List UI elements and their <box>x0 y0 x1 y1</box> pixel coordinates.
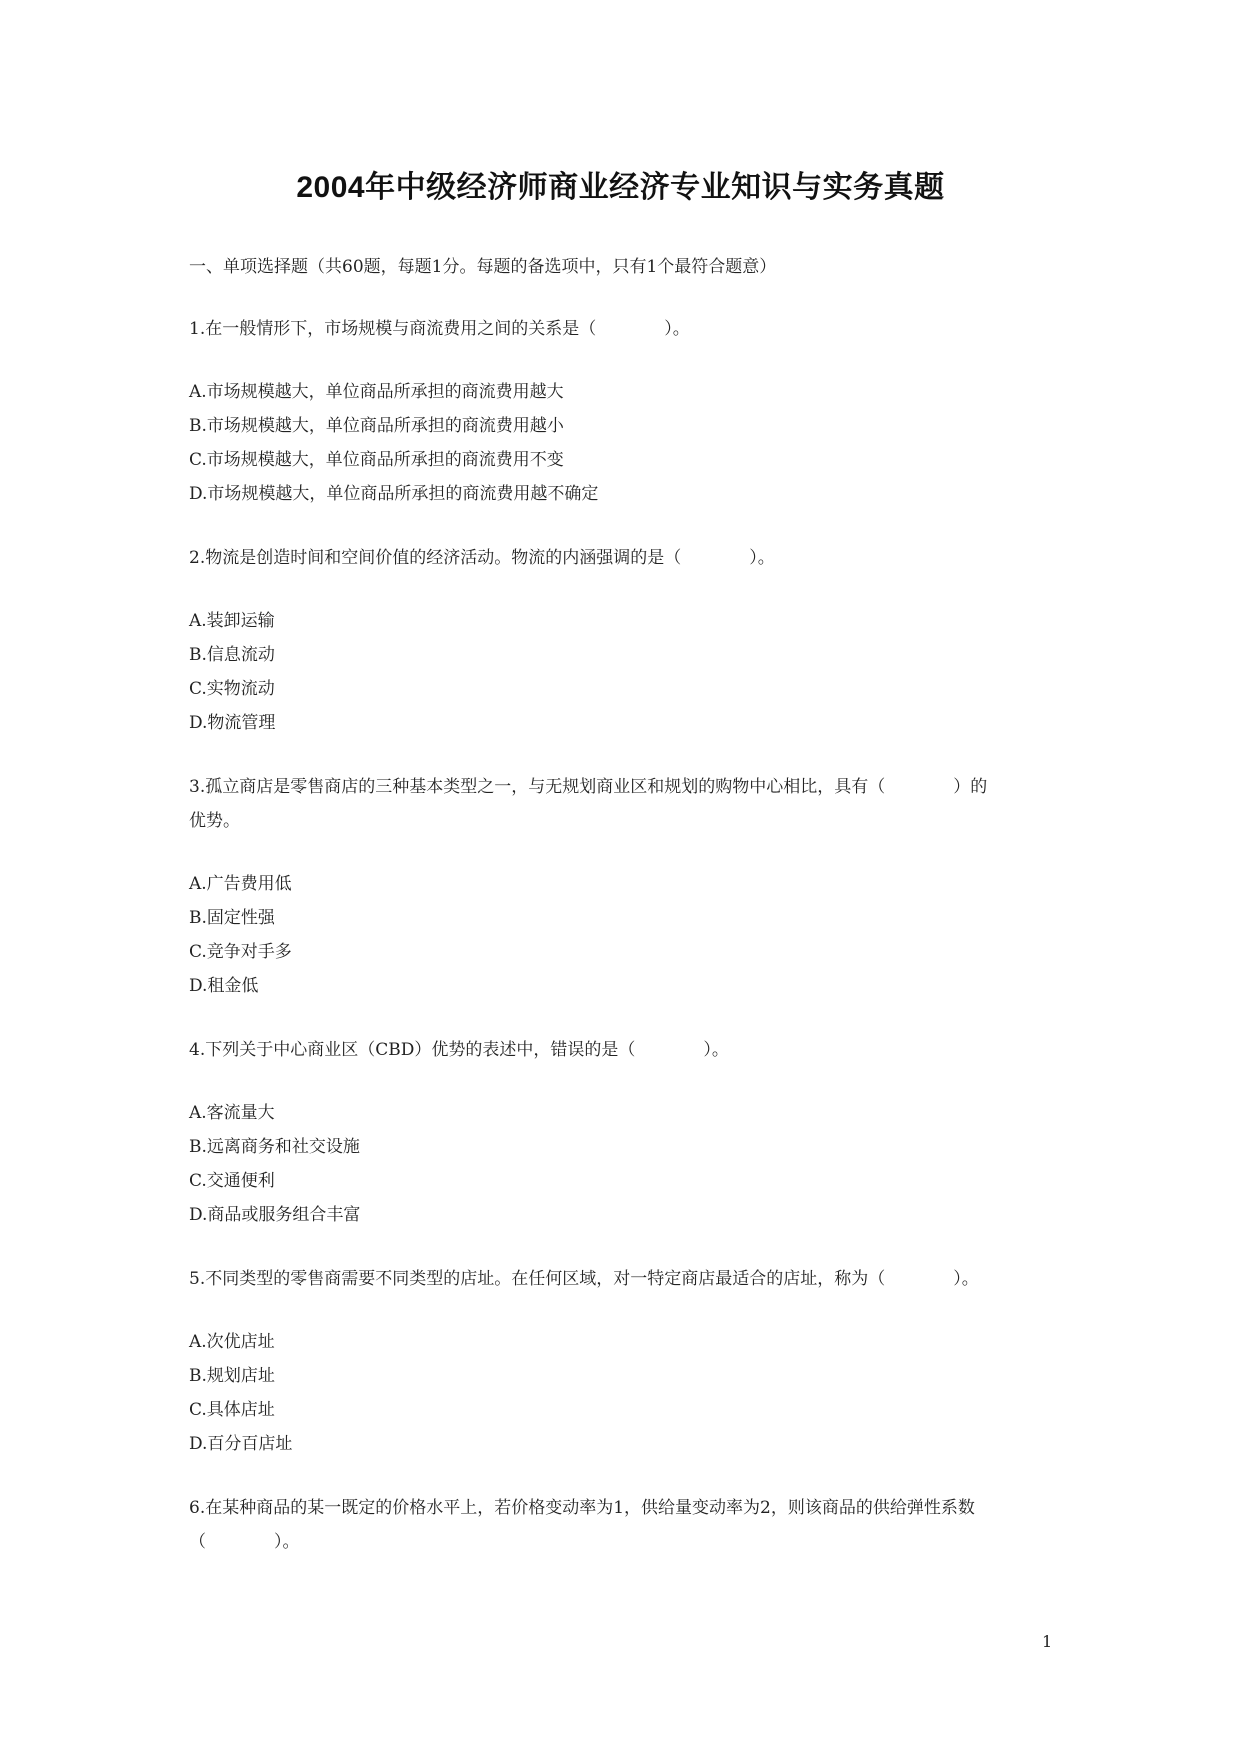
question-3-option-c: C.竞争对手多 <box>189 942 292 962</box>
question-2-stem: 2.物流是创造时间和空间价值的经济活动。物流的内涵强调的是（ ）。 <box>189 548 775 568</box>
question-3-option-d: D.租金低 <box>189 976 259 996</box>
question-4-option-a: A.客流量大 <box>189 1103 275 1123</box>
question-2-option-d: D.物流管理 <box>189 713 276 733</box>
question-3-option-a: A.广告费用低 <box>189 874 292 894</box>
question-4-stem: 4.下列关于中心商业区（CBD）优势的表述中，错误的是（ ）。 <box>189 1040 729 1060</box>
question-2-option-b: B.信息流动 <box>189 645 275 665</box>
question-5-option-a: A.次优店址 <box>189 1332 275 1352</box>
question-1-option-d: D.市场规模越大，单位商品所承担的商流费用越不确定 <box>189 484 599 504</box>
question-5-option-c: C.具体店址 <box>189 1400 275 1420</box>
question-3-stem-line-1: 3.孤立商店是零售商店的三种基本类型之一，与无规划商业区和规划的购物中心相比，具有（ ）的 <box>189 777 988 797</box>
question-2-option-c: C.实物流动 <box>189 679 275 699</box>
section-heading: 一、单项选择题（共60题，每题1分。每题的备选项中，只有1个最符合题意） <box>189 257 777 277</box>
question-1-stem: 1.在一般情形下，市场规模与商流费用之间的关系是（ ）。 <box>189 319 690 339</box>
question-6-stem-line-2: （ ）。 <box>189 1532 300 1552</box>
question-3-option-b: B.固定性强 <box>189 908 275 928</box>
question-1-option-b: B.市场规模越大，单位商品所承担的商流费用越小 <box>189 416 564 436</box>
question-4-option-c: C.交通便利 <box>189 1171 275 1191</box>
question-5-stem: 5.不同类型的零售商需要不同类型的店址。在任何区域，对一特定商店最适合的店址，称为（ ）。 <box>189 1269 979 1289</box>
question-1-option-c: C.市场规模越大，单位商品所承担的商流费用不变 <box>189 450 564 470</box>
question-6-stem-line-1: 6.在某种商品的某一既定的价格水平上，若价格变动率为1，供给量变动率为2，则该商品的供给弹性系数 <box>189 1498 975 1518</box>
question-5-option-d: D.百分百店址 <box>189 1434 293 1454</box>
document-title: 2004年中级经济师商业经济专业知识与实务真题 <box>296 171 945 204</box>
question-3-stem-line-2: 优势。 <box>189 811 240 831</box>
question-4-option-d: D.商品或服务组合丰富 <box>189 1205 361 1225</box>
question-5-option-b: B.规划店址 <box>189 1366 275 1386</box>
page-number: 1 <box>1042 1632 1053 1651</box>
question-4-option-b: B.远离商务和社交设施 <box>189 1137 360 1157</box>
question-1-option-a: A.市场规模越大，单位商品所承担的商流费用越大 <box>189 382 564 402</box>
question-2-option-a: A.装卸运输 <box>189 611 275 631</box>
